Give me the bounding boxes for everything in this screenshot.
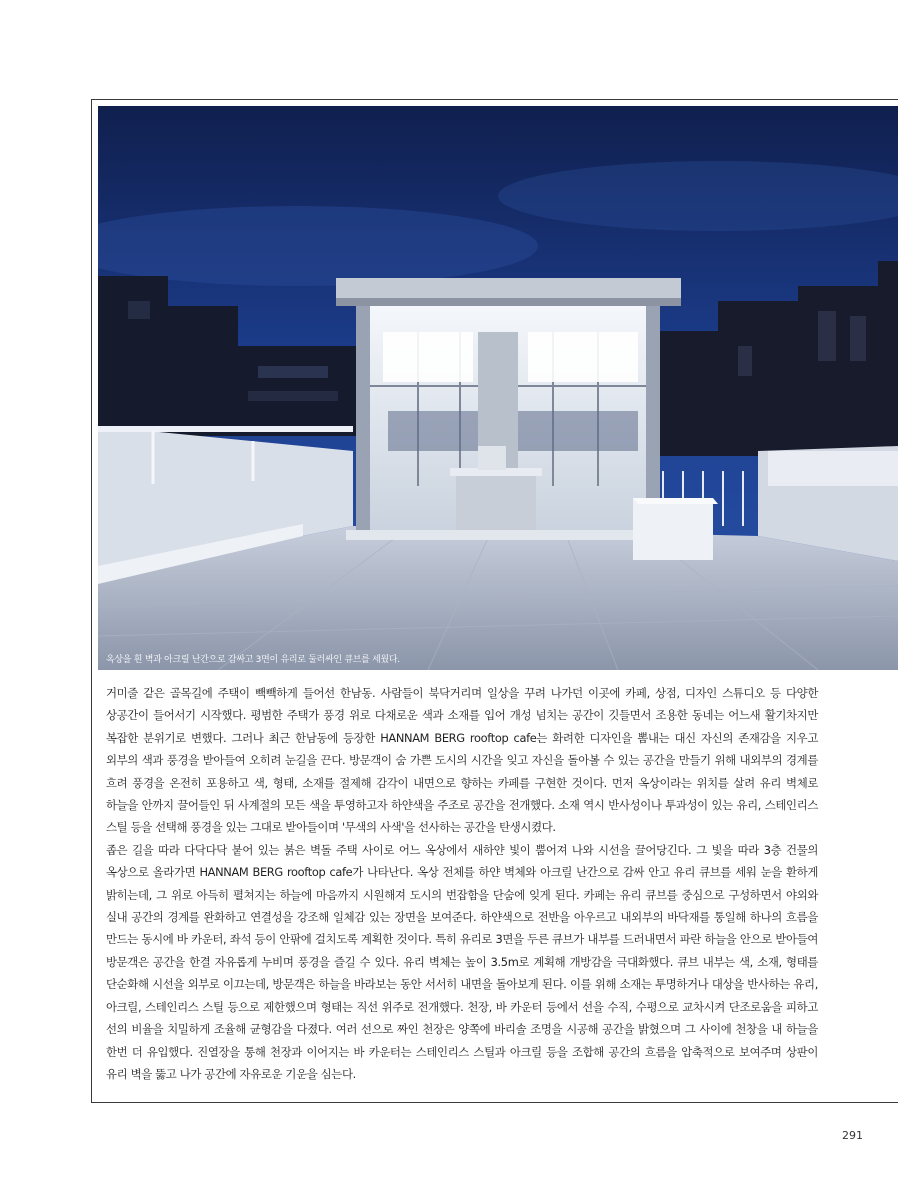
article-paragraph: 좁은 길을 따라 다닥다닥 붙어 있는 붉은 벽돌 주택 사이로 어느 옥상에서 새하얀 빛이 뿜어져 나와 시선을 끌어당긴다. 그 빛을 따라 3층 건물의 옥상으로 올라가면 HANNAM BERG rooftop cafe가 나타난다. 옥상 전체를 하얀 벽체와 아크릴 난간으로 감싸 안고 유리 큐브를 세워 눈을 환하게 밝히는데, 그 위로 아득히 펼쳐지는 하늘에 마음까지 시원해져 도시의 번잡함을 단숨에 잊게 된다. 카페는 유리 큐브를 중심으로 구성하면서 야외와 실내 공간의 경계를 완화하고 연결성을 강조해 일체감 있는 장면을 보여준다. 하얀색으로 전반을 아우르고 내외부의 바닥재를 통일해 하나의 흐름을 만드는 동시에 바 카운터, 좌석 등이 안팎에 걸치도록 계획한 것이다. 특히 유리로 3면을 두른 큐브가 내부를 드러내면서 파란 하늘을 안으로 받아들여 방문객은 공간을 한결 자유롭게 누비며 풍경을 즐길 수 있다. 유리 벽체는 높이 3.5m로 계획해 개방감을 극대화했다. 큐브 내부는 색, 소재, 형태를 단순화해 시선을 외부로 이끄는데, 방문객은 하늘을 바라보는 동안 서서히 내면을 돌아보게 된다. 이를 위해 소재는 투명하거나 대상을 반사하는 유리, 아크릴, 스테인리스 스틸 등으로 제한했으며 형태는 직선 위주로 전개했다. 천장, 바 카운터 등에서 선을 수직, 수평으로 교차시켜 단조로움을 피하고 선의 비율을 치밀하게 조율해 균형감을 다졌다. 여러 선으로 짜인 천장은 양쪽에 바리솔 조명을 시공해 공간을 밝혔으며 그 사이에 천창을 내 하늘을 한번 더 유입했다. 진열장을 통해 천장과 이어지는 바 카운터는 스테인리스 스틸과 아크릴 등을 조합해 공간의 흐름을 압축적으로 보여주며 상판이 유리 벽을 뚫고 나가 공간에 자유로운 기운을 심는다. [106,842,818,1081]
article-paragraph: 거미줄 같은 골목길에 주택이 빽빽하게 들어선 한남동. 사람들이 북닥거리며 일상을 꾸려 나가던 이곳에 카페, 상점, 디자인 스튜디오 등 다양한 상공간이 들어서기 시작했다. 평범한 주택가 풍경 위로 다채로운 색과 소재를 입어 개성 넘치는 공간이 깃들면서 조용한 동네는 어느새 활기차지만 복잡한 분위기로 변했다. 그러나 최근 한남동에 등장한 HANNAM BERG rooftop cafe는 화려한 디자인을 뽐내는 대신 자신의 존재감을 지우고 외부의 색과 풍경을 받아들여 오히려 눈길을 끈다. 방문객이 숨 가쁜 도시의 시간을 잊고 자신을 돌아볼 수 있는 공간을 만들기 위해 내외부의 경계를 흐려 풍경을 온전히 포용하고 색, 형태, 소재를 절제해 감각이 내면으로 향하는 카페를 구현한 것이다. 먼저 옥상이라는 위치를 살려 유리 벽체로 하늘을 안까지 끌어들인 뒤 사계절의 모든 색을 투영하고자 하얀색을 주조로 공간을 전개했다. 소재 역시 반사성이나 투과성이 있는 유리, 스테인리스 스틸 등을 선택해 풍경을 있는 그대로 받아들이며 '무색의 사색'을 선사하는 공간을 탄생시켰다. [106,686,818,835]
article-body [106,682,818,1085]
page-number: 291 [842,1129,863,1142]
photo-caption: 옥상을 흰 벽과 아크릴 난간으로 감싸고 3면이 유리로 둘러싸인 큐브를 세웠다. [106,655,400,665]
rooftop-cafe-photo [98,106,898,670]
